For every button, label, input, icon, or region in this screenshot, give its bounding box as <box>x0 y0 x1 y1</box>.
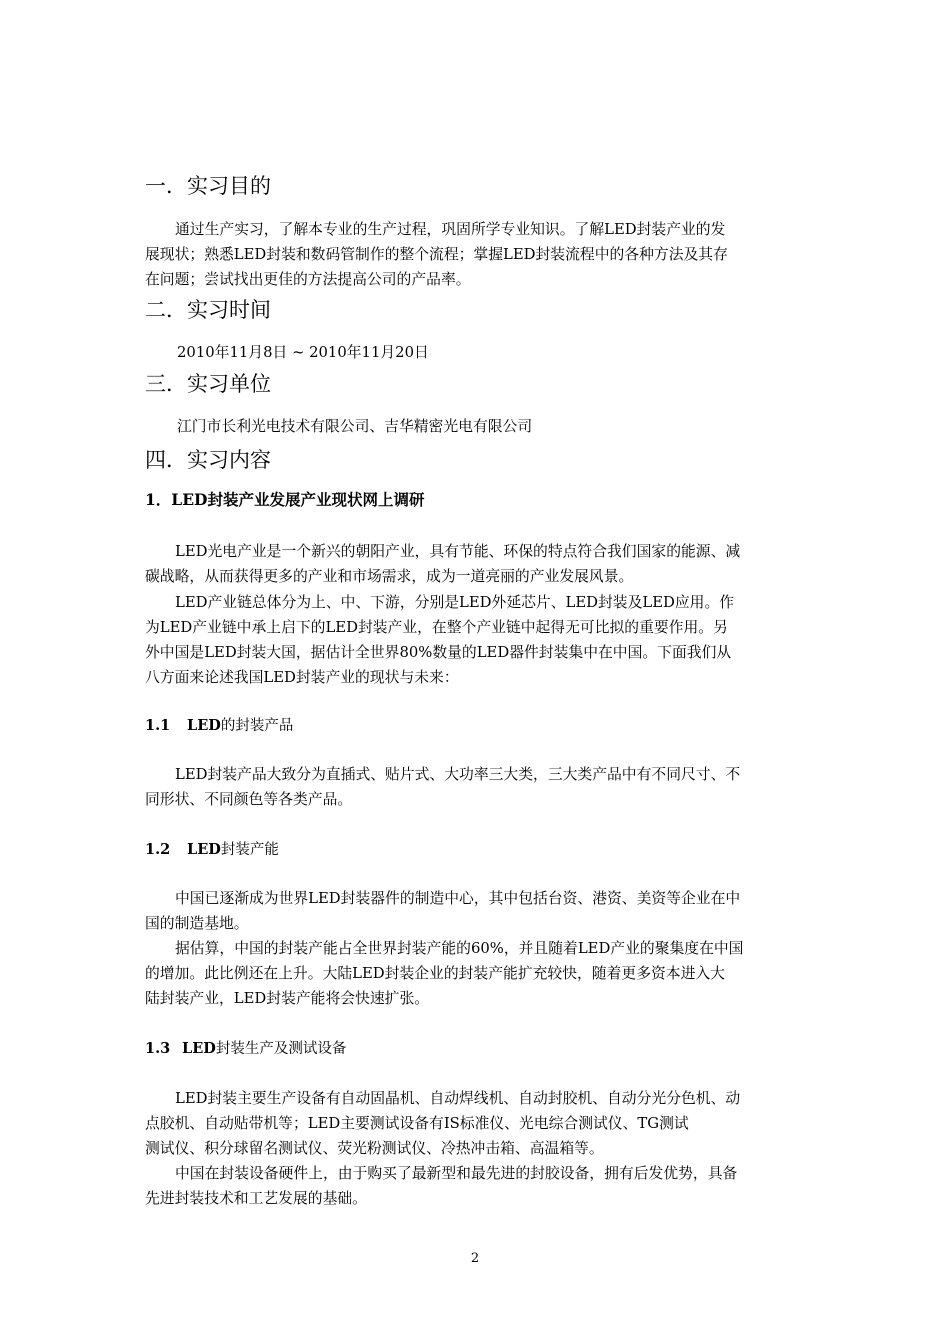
title-rest: 封装生产及测试设备 <box>215 1041 347 1057</box>
title-rest: 封装产能 <box>220 842 279 858</box>
subsection-heading-1-1 <box>145 713 293 739</box>
subsection-heading-1-2 <box>145 837 279 863</box>
paragraph-line: 碳战略，从而获得更多的产业和市场需求，成为一道亮丽的产业发展风景。 <box>145 568 634 585</box>
internship-dates: 2010年11月8日 ~ 2010年11月20日 <box>177 344 429 361</box>
paragraph-line: 据估算，中国的封装产能占全世界封装产能的60%，并且随着LED产业的聚集度在中国 <box>175 940 744 957</box>
paragraph-line: LED光电产业是一个新兴的朝阳产业，具有节能、环保的特点符合我们国家的能源、减 <box>175 543 741 560</box>
subsection-number: 1.1 <box>145 717 171 734</box>
paragraph-line: 同形状、不同颜色等各类产品。 <box>145 791 353 808</box>
paragraph-line: LED封装主要生产设备有自动固晶机、自动焊线机、自动封胶机、自动分光分色机、动 <box>175 1090 741 1107</box>
paragraph-line: LED封装产品大致分为直插式、贴片式、大功率三大类，三大类产品中有不同尺寸、不 <box>175 766 741 783</box>
subsection-heading-1-3 <box>145 1036 346 1062</box>
section-heading-content: 四．实习内容 <box>145 448 271 472</box>
title-rest: 的封装产品 <box>220 718 294 734</box>
paragraph-line: 先进封装技术和工艺发展的基础。 <box>145 1190 367 1207</box>
section-heading-company: 三．实习单位 <box>145 372 271 396</box>
title-bold: LED <box>182 1040 216 1057</box>
subsection-title: LED封装产业发展产业现状网上调研 <box>171 490 425 509</box>
paragraph-line: 中国在封装设备硬件上，由于购买了最新型和最先进的封胶设备，拥有后发优势，具备 <box>175 1165 738 1182</box>
paragraph-line: 展现状；熟悉LED封装和数码管制作的整个流程；掌握LED封装流程中的各种方法及其存 <box>145 246 728 263</box>
paragraph-line: 外中国是LED封装大国，据估计全世界80%数量的LED器件封装集中在中国。下面我们从 <box>145 644 732 661</box>
subsection-number: 1． <box>145 490 172 509</box>
section-heading-purpose: 一．实习目的 <box>145 174 271 198</box>
paragraph-line: 为LED产业链中承上启下的LED封装产业，在整个产业链中起得无可比拟的重要作用。另 <box>145 619 728 636</box>
title-bold: LED <box>187 717 221 734</box>
subsection-number: 1.2 <box>145 841 171 858</box>
paragraph-line: 陆封装产业，LED封装产能将会快速扩张。 <box>145 990 430 1007</box>
page-number: 2 <box>470 1251 480 1266</box>
subsection-number: 1.3 <box>145 1040 171 1057</box>
paragraph-line: 八方面来论述我国LED封装产业的现状与未来： <box>145 669 459 686</box>
internship-companies: 江门市长利光电技术有限公司、吉华精密光电有限公司 <box>177 418 533 435</box>
section-heading-time: 二．实习时间 <box>145 298 271 322</box>
paragraph-line: 的增加。此比例还在上升。大陆LED封装企业的封装产能扩充较快，随着更多资本进入大 <box>145 965 725 982</box>
paragraph-line: LED产业链总体分为上、中、下游，分别是LED外延芯片、LED封装及LED应用。作 <box>175 594 735 611</box>
paragraph-line: 点胶机、自动贴带机等；LED主要测试设备有IS标准仪、光电综合测试仪、TG测试 <box>145 1115 689 1132</box>
title-bold: LED <box>187 841 221 858</box>
paragraph-line: 中国已逐渐成为世界LED封装器件的制造中心，其中包括台资、港资、美资等企业在中 <box>175 890 741 907</box>
paragraph-line: 在问题；尝试找出更佳的方法提高公司的产品率。 <box>145 271 471 288</box>
paragraph-line: 测试仪、积分球留名测试仪、荧光粉测试仪、冷热冲击箱、高温箱等。 <box>145 1140 604 1157</box>
paragraph-line: 通过生产实习，了解本专业的生产过程，巩固所学专业知识。了解LED封装产业的发 <box>175 221 726 238</box>
subsection-heading-1 <box>145 487 424 513</box>
paragraph-line: 国的制造基地。 <box>145 915 249 932</box>
